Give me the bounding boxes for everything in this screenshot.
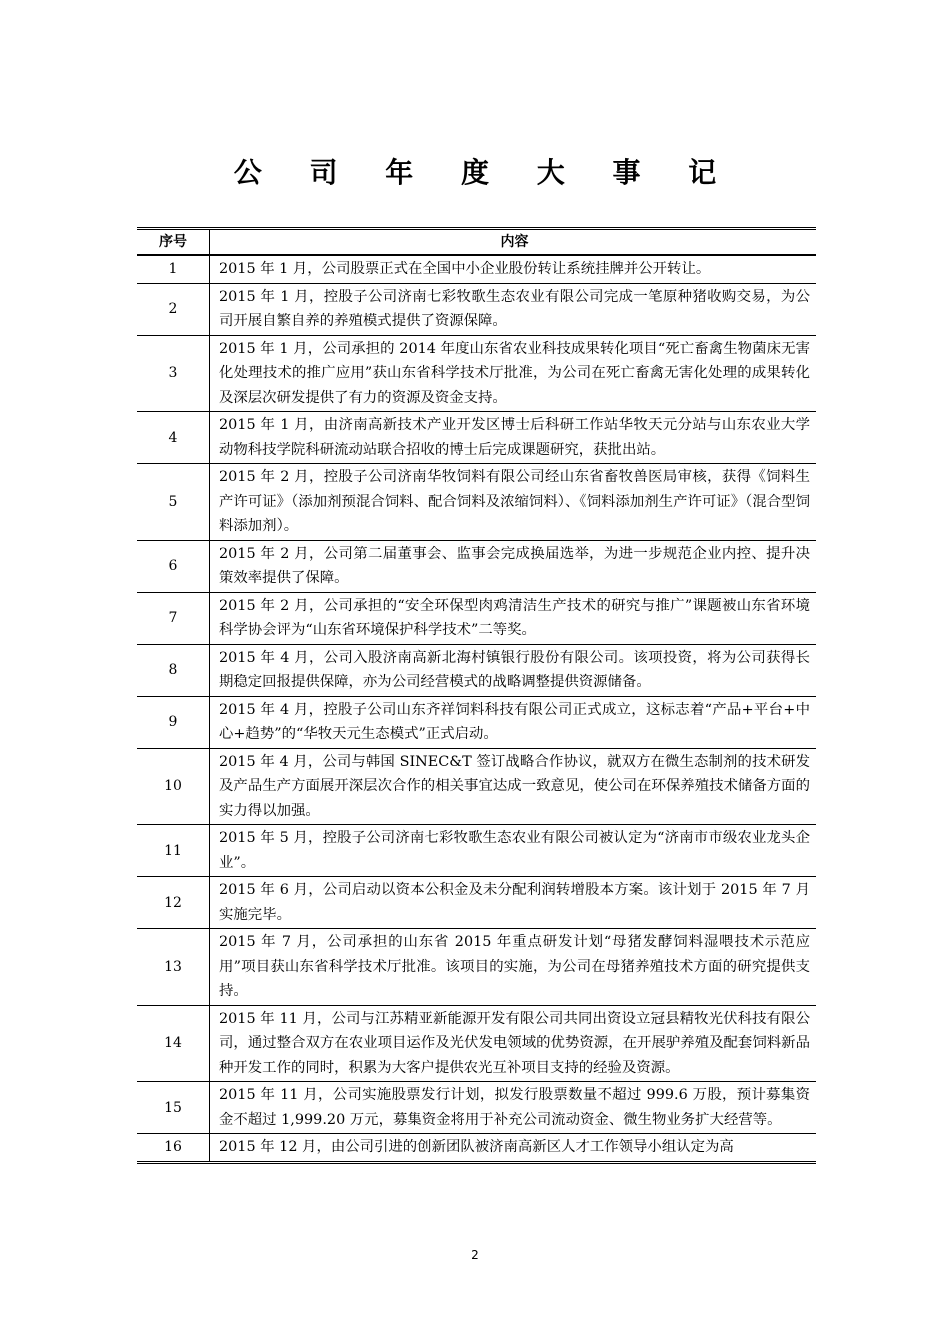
row-index: 8 [137,645,210,696]
row-index: 7 [137,593,210,644]
row-index: 9 [137,697,210,748]
row-content: 2015 年 7 月，公司承担的山东省 2015 年重点研发计划“母猪发酵饲料湿喂技术示范应用”项目获山东省科学技术厅批准。该项目的实施，为公司在母猪养殖技术方面的研究提供支持。 [219,934,810,999]
row-content: 2015 年 1 月，由济南高新技术产业开发区博士后科研工作站华牧天元分站与山东农业大学动物科技学院科研流动站联合招收的博士后完成课题研究，获批出站。 [219,417,810,458]
table-row [137,335,816,412]
events-table [137,227,816,1164]
page-title: 公 司 年 度 大 事 记 [233,156,736,189]
row-index: 16 [137,1134,210,1161]
row-index: 3 [137,336,210,412]
row-content: 2015 年 1 月，公司股票正式在全国中小企业股份转让系统挂牌并公开转让。 [219,261,711,277]
row-index: 5 [137,464,210,540]
row-content: 2015 年 2 月，公司第二届董事会、监事会完成换届选举，为进一步规范企业内控、提升决策效率提供了保障。 [219,545,810,586]
table-row [137,876,816,928]
row-index: 14 [137,1006,210,1082]
table-header [137,230,816,255]
row-index: 11 [137,825,210,876]
row-index: 10 [137,749,210,825]
table-row [137,1005,816,1082]
row-content: 2015 年 1 月，公司承担的 2014 年度山东省农业科技成果转化项目“死亡畜禽生物菌床无害化处理技术的推广应用”获山东省科学技术厅批准，为公司在死亡畜禽无害化处理的成果转化及深层次研发提供了有力的资源及资金支持。 [219,340,810,406]
table-row [137,748,816,825]
row-content: 2015 年 1 月，控股子公司济南七彩牧歌生态农业有限公司完成一笔原种猪收购交易，为公司开展自繁自养的养殖模式提供了资源保障。 [219,288,810,329]
row-index: 2 [137,284,210,335]
table-row [137,928,816,1005]
table-row [137,411,816,463]
row-index: 1 [137,256,210,283]
row-content: 2015 年 11 月，公司与江苏精亚新能源开发有限公司共同出资设立冠县精牧光伏科技有限公司，通过整合双方在农业项目运作及光伏发电领域的优势资源，在开展驴养殖及配套饲料新品种开发工作的同时，积累为大客户提供农光互补项目支持的经验及资源。 [219,1010,810,1076]
row-index: 15 [137,1082,210,1133]
table-row [137,540,816,592]
table-row [137,1081,816,1133]
row-content: 2015 年 4 月，公司与韩国 SINEC&T 签订战略合作协议，就双方在微生态制剂的技术研发及产品生产方面展开深层次合作的相关事宜达成一致意见，使公司在环保养殖技术储备方面的实力得以加强。 [219,753,810,819]
table-row [137,592,816,644]
row-index: 6 [137,541,210,592]
table-row [137,283,816,335]
table-row [137,824,816,876]
table-row [137,463,816,540]
row-content: 2015 年 12 月，由公司引进的创新团队被济南高新区人才工作领导小组认定为高 [219,1139,734,1155]
row-content: 2015 年 2 月，控股子公司济南华牧饲料有限公司经山东省畜牧兽医局审核，获得《饲料生产许可证》（添加剂预混合饲料、配合饲料及浓缩饲料）、《饲料添加剂生产许可证》（混合型饲料添加剂）。 [219,469,810,534]
row-index: 12 [137,877,210,928]
row-content: 2015 年 11 月，公司实施股票发行计划，拟发行股票数量不超过 999.6 万股，预计募集资金不超过 1,999.20 万元，募集资金将用于补充公司流动资金、微生物业务扩大经营等。 [219,1087,810,1128]
row-content: 2015 年 4 月，控股子公司山东齐祥饲料科技有限公司正式成立，这标志着“产品+平台+中心+趋势”的“华牧天元生态模式”正式启动。 [219,701,810,742]
row-content: 2015 年 6 月，公司启动以资本公积金及未分配利润转增股本方案。该计划于 2015 年 7 月实施完毕。 [219,882,810,923]
row-content: 2015 年 4 月，公司入股济南高新北海村镇银行股份有限公司。该项投资，将为公司获得长期稳定回报提供保障，亦为公司经营模式的战略调整提供资源储备。 [219,649,810,690]
table-row [137,255,816,283]
row-content: 2015 年 2 月，公司承担的“安全环保型肉鸡清洁生产技术的研究与推广”课题被山东省环境科学协会评为“山东省环境保护科学技术”二等奖。 [219,597,810,638]
row-index: 4 [137,412,210,463]
page-number: 2 [471,1248,479,1262]
row-index: 13 [137,929,210,1005]
table-row [137,1133,816,1161]
header-content: 内容 [500,234,529,250]
row-content: 2015 年 5 月，控股子公司济南七彩牧歌生态农业有限公司被认定为“济南市市级农业龙头企业”。 [219,830,810,871]
table-row [137,644,816,696]
table-row [137,696,816,748]
header-index: 序号 [137,230,210,254]
